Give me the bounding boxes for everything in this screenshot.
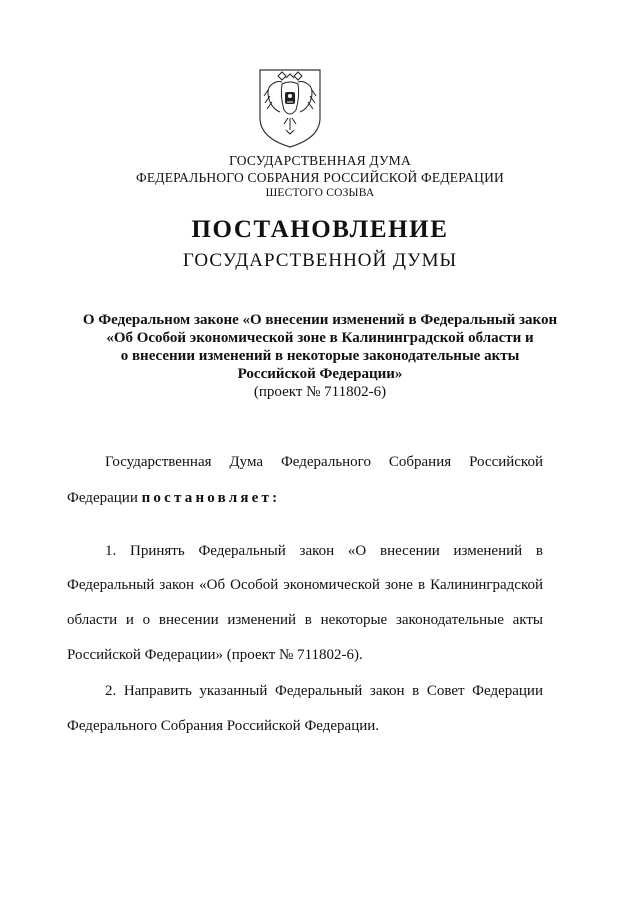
item1-line-1: 1. Принять Федеральный закон «О внесении изменений в — [105, 543, 543, 559]
russian-coat-of-arms-icon — [256, 66, 324, 150]
project-number: (проект № 711802-6) — [253, 384, 387, 400]
preamble-line-2 — [67, 488, 280, 508]
header-line-3: ШЕСТОГО СОЗЫВА — [265, 187, 375, 199]
document-subtitle: ГОСУДАРСТВЕННОЙ ДУМЫ — [182, 250, 458, 271]
subject-line-1: О Федеральном законе «О внесении изменений в Федеральный закон — [82, 312, 558, 328]
preamble-federation: Федерации — [67, 490, 138, 506]
item1-line-4: Российской Федерации» (проект № 711802-6). — [67, 647, 363, 663]
preamble-line-1: Государственная Дума Федерального Собрания Российской — [105, 454, 543, 470]
preamble-verb: постановляет: — [141, 490, 281, 506]
document-title: ПОСТАНОВЛЕНИЕ — [191, 216, 449, 243]
item1-line-3: области и о внесении изменений в некоторые законодательные акты — [67, 612, 543, 628]
subject-line-4: Российской Федерации» — [237, 366, 403, 382]
header-line-2: ФЕДЕРАЛЬНОГО СОБРАНИЯ РОССИЙСКОЙ ФЕДЕРАЦИИ — [136, 170, 504, 185]
item1-line-2: Федеральный закон «Об Особой экономической зоне в Калининградской — [67, 577, 543, 593]
item2-line-1: 2. Направить указанный Федеральный закон в Совет Федерации — [105, 683, 543, 699]
subject-line-3: о внесении изменений в некоторые законодательные акты — [120, 348, 520, 364]
header-line-1: ГОСУДАРСТВЕННАЯ ДУМА — [229, 153, 411, 168]
item2-line-2: Федерального Собрания Российской Федерации. — [67, 718, 380, 734]
subject-line-2: «Об Особой экономической зоне в Калининградской области и — [106, 330, 534, 346]
